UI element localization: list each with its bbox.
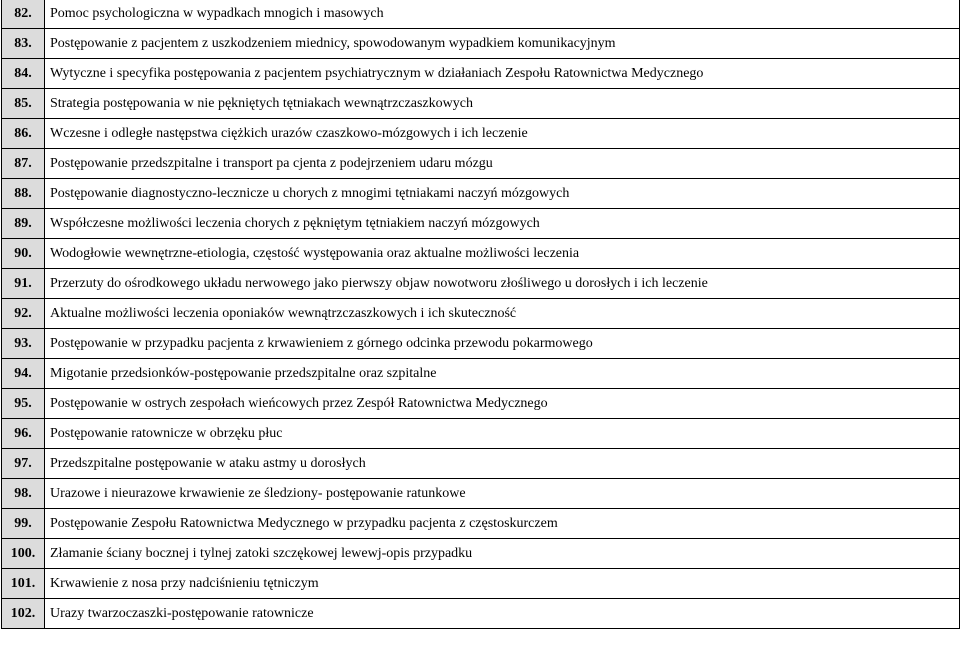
table-row xyxy=(2,359,960,389)
table-row xyxy=(2,29,960,59)
row-title: Postępowanie w ostrych zespołach wieńcowych przez Zespół Ratownictwa Medycznego xyxy=(45,389,960,419)
row-number: 98. xyxy=(2,479,45,509)
table-row xyxy=(2,449,960,479)
table-row xyxy=(2,329,960,359)
row-number: 97. xyxy=(2,449,45,479)
row-title: Wczesne i odległe następstwa ciężkich urazów czaszkowo-mózgowych i ich leczenie xyxy=(45,119,960,149)
row-title: Postępowanie diagnostyczno-lecznicze u chorych z mnogimi tętniakami naczyń mózgowych xyxy=(45,179,960,209)
row-number: 84. xyxy=(2,59,45,89)
row-title: Postępowanie ratownicze w obrzęku płuc xyxy=(45,419,960,449)
row-number: 93. xyxy=(2,329,45,359)
row-title: Złamanie ściany bocznej i tylnej zatoki szczękowej lewewj-opis przypadku xyxy=(45,539,960,569)
row-number: 102. xyxy=(2,599,45,629)
row-title: Krwawienie z nosa przy nadciśnieniu tętniczym xyxy=(45,569,960,599)
row-title: Postępowanie z pacjentem z uszkodzeniem miednicy, spowodowanym wypadkiem komunikacyjnym xyxy=(45,29,960,59)
row-title: Postępowanie w przypadku pacjenta z krwawieniem z górnego odcinka przewodu pokarmowego xyxy=(45,329,960,359)
row-title: Pomoc psychologiczna w wypadkach mnogich i masowych xyxy=(45,0,960,29)
row-title: Urazy twarzoczaszki-postępowanie ratownicze xyxy=(45,599,960,629)
row-number: 87. xyxy=(2,149,45,179)
table-row xyxy=(2,149,960,179)
table-row xyxy=(2,509,960,539)
table-row xyxy=(2,239,960,269)
row-number: 89. xyxy=(2,209,45,239)
row-title: Migotanie przedsionków-postępowanie przedszpitalne oraz szpitalne xyxy=(45,359,960,389)
row-title: Strategia postępowania w nie pękniętych tętniakach wewnątrzczaszkowych xyxy=(45,89,960,119)
table-row xyxy=(2,0,960,29)
table-row xyxy=(2,479,960,509)
row-number: 94. xyxy=(2,359,45,389)
row-title: Przedszpitalne postępowanie w ataku astmy u dorosłych xyxy=(45,449,960,479)
table-row xyxy=(2,59,960,89)
row-number: 90. xyxy=(2,239,45,269)
row-number: 86. xyxy=(2,119,45,149)
table-row xyxy=(2,419,960,449)
table-row xyxy=(2,569,960,599)
table-row xyxy=(2,299,960,329)
topics-table xyxy=(1,0,960,629)
row-number: 96. xyxy=(2,419,45,449)
table-row xyxy=(2,89,960,119)
row-title: Współczesne możliwości leczenia chorych z pękniętym tętniakiem naczyń mózgowych xyxy=(45,209,960,239)
row-title: Przerzuty do ośrodkowego układu nerwowego jako pierwszy objaw nowotworu złośliwego u dorosłych i ich leczenie xyxy=(45,269,960,299)
row-number: 91. xyxy=(2,269,45,299)
row-number: 99. xyxy=(2,509,45,539)
row-title: Postępowanie Zespołu Ratownictwa Medycznego w przypadku pacjenta z częstoskurczem xyxy=(45,509,960,539)
row-number: 85. xyxy=(2,89,45,119)
row-number: 82. xyxy=(2,0,45,29)
row-title: Aktualne możliwości leczenia oponiaków wewnątrzczaszkowych i ich skuteczność xyxy=(45,299,960,329)
row-title: Postępowanie przedszpitalne i transport pa cjenta z podejrzeniem udaru mózgu xyxy=(45,149,960,179)
row-number: 100. xyxy=(2,539,45,569)
table-row xyxy=(2,119,960,149)
table-row xyxy=(2,209,960,239)
row-number: 83. xyxy=(2,29,45,59)
row-number: 88. xyxy=(2,179,45,209)
table-row xyxy=(2,539,960,569)
table-row xyxy=(2,389,960,419)
topics-table-body xyxy=(2,0,960,629)
row-title: Wytyczne i specyfika postępowania z pacjentem psychiatrycznym w działaniach Zespołu Ratownictwa Medycznego xyxy=(45,59,960,89)
table-row xyxy=(2,599,960,629)
table-row xyxy=(2,179,960,209)
table-row xyxy=(2,269,960,299)
row-title: Wodogłowie wewnętrzne-etiologia, częstość występowania oraz aktualne możliwości leczenia xyxy=(45,239,960,269)
row-number: 92. xyxy=(2,299,45,329)
row-number: 101. xyxy=(2,569,45,599)
row-title: Urazowe i nieurazowe krwawienie ze śledziony- postępowanie ratunkowe xyxy=(45,479,960,509)
row-number: 95. xyxy=(2,389,45,419)
